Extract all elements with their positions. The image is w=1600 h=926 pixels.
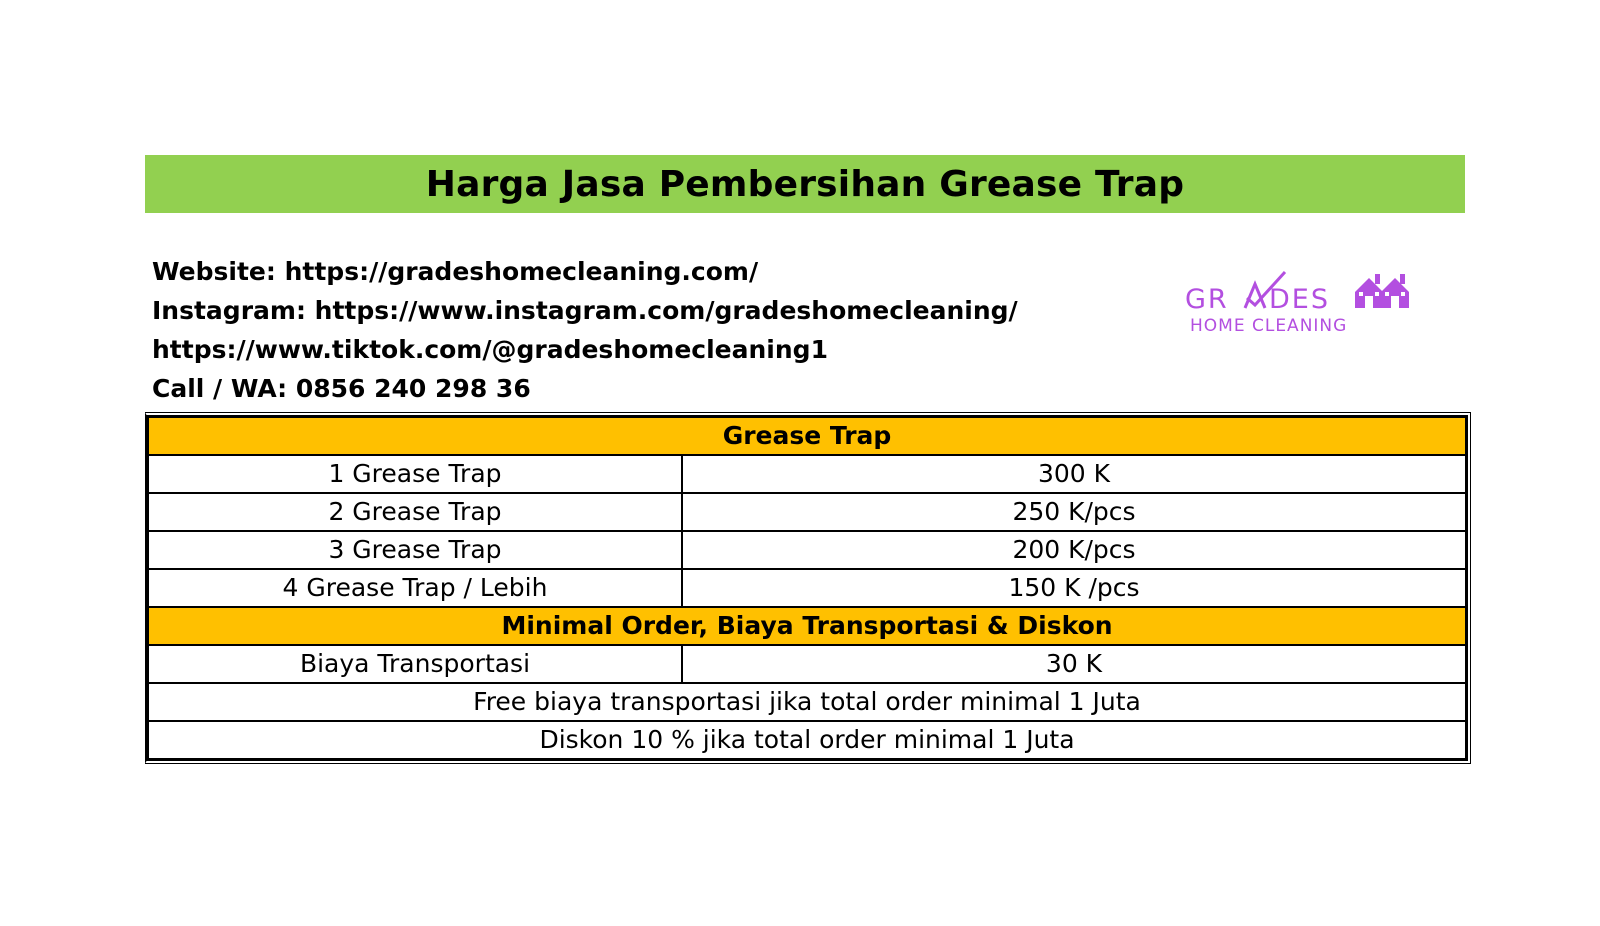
section-header-row <box>148 607 1466 645</box>
table-row <box>148 721 1466 759</box>
phone-line: Call / WA: 0856 240 298 36 <box>152 374 531 403</box>
price-table-container <box>145 412 1471 764</box>
item-cell: 1 Grease Trap <box>148 455 682 493</box>
title-banner <box>145 155 1465 213</box>
price-cell: 30 K <box>682 645 1466 683</box>
price-cell: 150 K /pcs <box>682 569 1466 607</box>
item-cell: 2 Grease Trap <box>148 493 682 531</box>
item-cell: Biaya Transportasi <box>148 645 682 683</box>
company-logo <box>1185 268 1425 338</box>
section-grease-trap-header: Grease Trap <box>148 417 1466 455</box>
price-cell: 300 K <box>682 455 1466 493</box>
table-row <box>148 683 1466 721</box>
table-row <box>148 645 1466 683</box>
note-free-transport: Free biaya transportasi jika total order minimal 1 Juta <box>148 683 1466 721</box>
item-cell: 3 Grease Trap <box>148 531 682 569</box>
table-row <box>148 455 1466 493</box>
logo-graphic-icon <box>1185 268 1425 338</box>
instagram-line: Instagram: https://www.instagram.com/gradeshomecleaning/ <box>152 296 1018 325</box>
price-cell: 250 K/pcs <box>682 493 1466 531</box>
page-title: Harga Jasa Pembersihan Grease Trap <box>425 163 1185 205</box>
logo-word-right: DES <box>1269 284 1330 315</box>
section-header-row <box>148 417 1466 455</box>
logo-tagline: HOME CLEANING <box>1190 316 1348 336</box>
table-row <box>148 569 1466 607</box>
table-row <box>148 531 1466 569</box>
price-cell: 200 K/pcs <box>682 531 1466 569</box>
contact-info <box>152 252 1018 408</box>
tiktok-line: https://www.tiktok.com/@gradeshomecleaning1 <box>152 335 828 364</box>
price-table <box>147 416 1467 760</box>
table-row <box>148 493 1466 531</box>
section-order-transport-header: Minimal Order, Biaya Transportasi & Diskon <box>148 607 1466 645</box>
item-cell: 4 Grease Trap / Lebih <box>148 569 682 607</box>
note-discount: Diskon 10 % jika total order minimal 1 Juta <box>148 721 1466 759</box>
logo-word-left: GR <box>1185 284 1229 315</box>
website-line: Website: https://gradeshomecleaning.com/ <box>152 257 759 286</box>
